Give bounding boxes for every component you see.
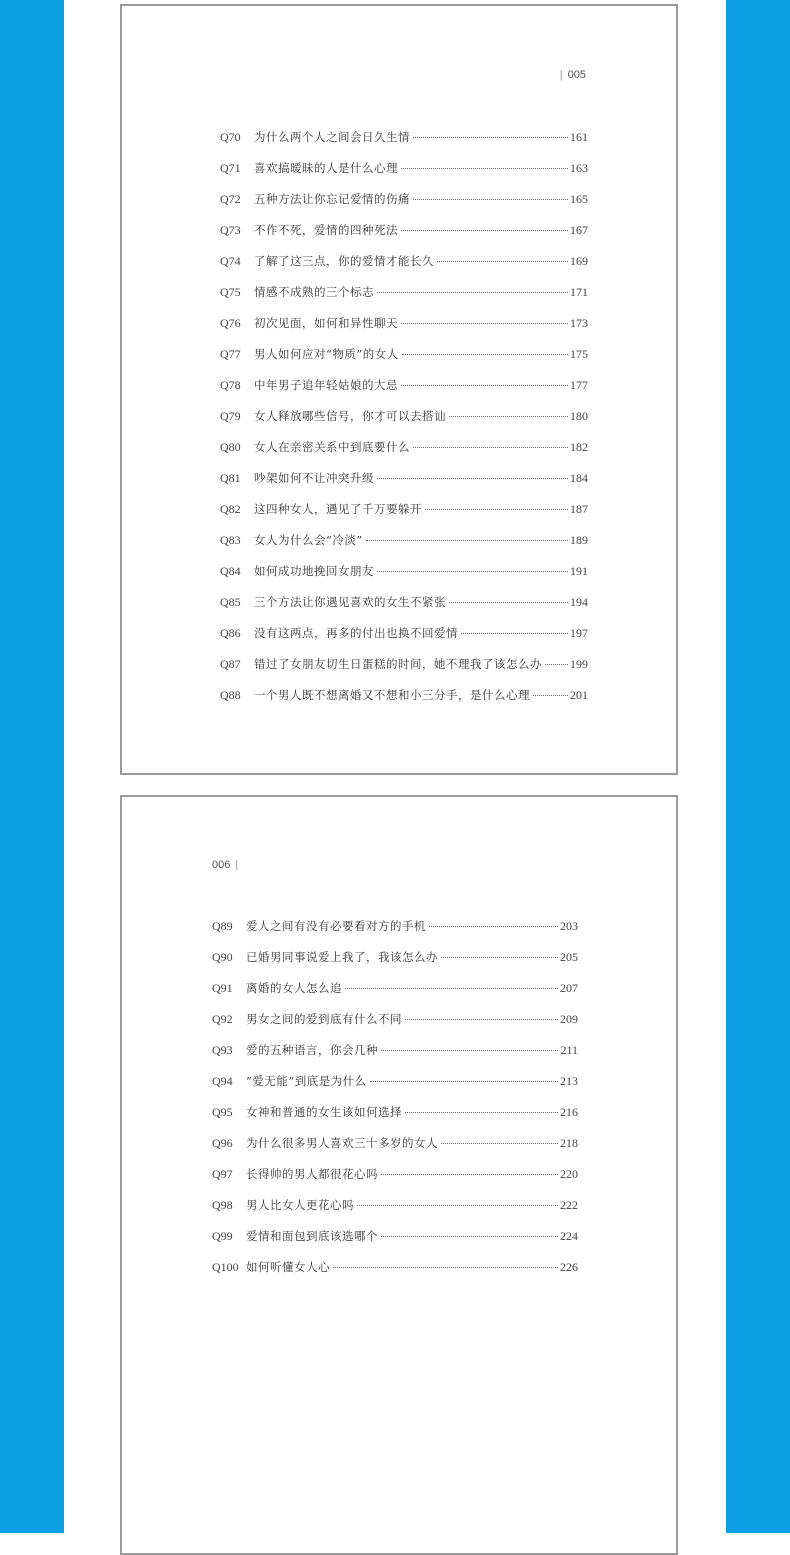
toc-entry (212, 1190, 578, 1221)
toc-leader-dots (377, 292, 568, 293)
toc-entry (220, 463, 588, 494)
toc-entry (220, 184, 588, 215)
toc-leader-dots (425, 509, 568, 510)
toc-entry-number: Q77 (220, 347, 241, 361)
toc-entry-title: 女神和普通的女生该如何选择 (246, 1105, 402, 1119)
toc-entry-number: Q80 (220, 440, 241, 454)
toc-leader-dots (413, 199, 568, 200)
toc-entry-page: 177 (570, 378, 588, 392)
toc-leader-dots (441, 1143, 558, 1144)
toc-entry-title: 五种方法让你忘记爱情的伤痛 (254, 192, 410, 206)
toc-leader-dots (449, 416, 568, 417)
toc-entry (220, 277, 588, 308)
toc-entry-number: Q74 (220, 254, 241, 268)
toc-entry-page: 194 (570, 595, 588, 609)
toc-entry-title: 女人为什么会“冷淡” (254, 533, 363, 547)
toc-entry (220, 153, 588, 184)
toc-entry-page: 191 (570, 564, 588, 578)
toc-entry (212, 1035, 578, 1066)
toc-entry-page: 209 (560, 1012, 578, 1026)
toc-entry (220, 649, 588, 680)
toc-leader-dots (401, 230, 568, 231)
toc-entry-number: Q92 (212, 1012, 233, 1026)
toc-entry-page: 180 (570, 409, 588, 423)
toc-entry-number: Q70 (220, 130, 241, 144)
toc-entry (212, 1128, 578, 1159)
toc-leader-dots (533, 695, 568, 696)
toc-entry-page: 205 (560, 950, 578, 964)
toc-entry-number: Q82 (220, 502, 241, 516)
toc-entry-page: 163 (570, 161, 588, 175)
toc-leader-dots (370, 1081, 558, 1082)
toc-entry-page: 213 (560, 1074, 578, 1088)
toc-entry-number: Q87 (220, 657, 241, 671)
toc-entry-title: 三个方法让你遇见喜欢的女生不紧张 (254, 595, 446, 609)
toc-entry-page: 226 (560, 1260, 578, 1274)
toc-entry (212, 1066, 578, 1097)
toc-entry (220, 587, 588, 618)
toc-entry (220, 339, 588, 370)
toc-entry-number: Q95 (212, 1105, 233, 1119)
toc-entry (220, 556, 588, 587)
toc-entry (220, 122, 588, 153)
toc-entry-page: 201 (570, 688, 588, 702)
toc-entry (212, 973, 578, 1004)
toc-entry-title: 不作不死，爱情的四种死法 (254, 223, 398, 237)
toc-entry (212, 1097, 578, 1128)
toc-entry-page: 187 (570, 502, 588, 516)
toc-entry-number: Q94 (212, 1074, 233, 1088)
toc-entry (220, 215, 588, 246)
toc-entry-number: Q75 (220, 285, 241, 299)
toc-leader-dots (461, 633, 568, 634)
toc-entry (220, 401, 588, 432)
toc-entry-page: 171 (570, 285, 588, 299)
toc-entry (212, 1159, 578, 1190)
toc-entry-number: Q90 (212, 950, 233, 964)
toc-leader-dots (366, 540, 568, 541)
toc-entry (212, 1252, 578, 1283)
toc-entry-title: 离婚的女人怎么追 (246, 981, 342, 995)
toc-leader-dots (413, 137, 568, 138)
toc-entry (220, 494, 588, 525)
toc-entry (220, 525, 588, 556)
toc-entry-number: Q88 (220, 688, 241, 702)
toc-entry-title: 爱人之间有没有必要看对方的手机 (246, 919, 426, 933)
toc-entry-number: Q98 (212, 1198, 233, 1212)
page-number-separator: | (559, 69, 563, 81)
toc-entry (212, 1004, 578, 1035)
toc-page-005 (120, 4, 678, 775)
toc-entry-page: 220 (560, 1167, 578, 1181)
toc-list (212, 911, 578, 1283)
toc-leader-dots (405, 1019, 558, 1020)
toc-leader-dots (405, 1112, 558, 1113)
toc-entry (212, 942, 578, 973)
toc-entry-page: 169 (570, 254, 588, 268)
toc-entry-title: 这四种女人，遇见了千万要躲开 (254, 502, 422, 516)
toc-entry-title: 错过了女朋友切生日蛋糕的时间，她不理我了该怎么办 (254, 657, 542, 671)
toc-leader-dots (333, 1267, 558, 1268)
toc-entry-title: “爱无能”到底是为什么 (246, 1074, 367, 1088)
toc-entry-title: 一个男人既不想离婚又不想和小三分手，是什么心理 (254, 688, 530, 702)
toc-leader-dots (449, 602, 568, 603)
toc-entry-page: 175 (570, 347, 588, 361)
page-number-separator: | (235, 859, 239, 871)
toc-entry-number: Q79 (220, 409, 241, 423)
toc-entry-page: 197 (570, 626, 588, 640)
toc-entry-title: 为什么两个人之间会日久生情 (254, 130, 410, 144)
toc-leader-dots (441, 957, 558, 958)
toc-entry-number: Q100 (212, 1260, 239, 1274)
toc-entry-title: 中年男子追年轻姑娘的大忌 (254, 378, 398, 392)
toc-entry (220, 370, 588, 401)
toc-entry-title: 已婚男同事说爱上我了，我该怎么办 (246, 950, 438, 964)
toc-entry-title: 男人如何应对“物质”的女人 (254, 347, 399, 361)
toc-entry-title: 男女之间的爱到底有什么不同 (246, 1012, 402, 1026)
toc-leader-dots (413, 447, 568, 448)
toc-leader-dots (437, 261, 568, 262)
toc-entry-title: 没有这两点，再多的付出也换不回爱情 (254, 626, 458, 640)
toc-entry (220, 680, 588, 711)
right-blue-bar (726, 0, 790, 1533)
toc-entry-title: 爱情和面包到底该选哪个 (246, 1229, 378, 1243)
toc-entry-number: Q86 (220, 626, 241, 640)
toc-entry-number: Q93 (212, 1043, 233, 1057)
toc-leader-dots (402, 354, 568, 355)
toc-leader-dots (381, 1050, 558, 1051)
toc-leader-dots (377, 478, 568, 479)
toc-entry-page: 184 (570, 471, 588, 485)
toc-entry-page: 211 (560, 1043, 578, 1057)
toc-entry (212, 911, 578, 942)
toc-entry-page: 199 (570, 657, 588, 671)
toc-entry-number: Q97 (212, 1167, 233, 1181)
toc-entry-page: 165 (570, 192, 588, 206)
toc-list (220, 122, 588, 711)
toc-entry-number: Q71 (220, 161, 241, 175)
toc-entry (212, 1221, 578, 1252)
toc-entry (220, 618, 588, 649)
page-number: | 005 (559, 69, 586, 81)
toc-entry-page: 182 (570, 440, 588, 454)
toc-entry-title: 吵架如何不让冲突升级 (254, 471, 374, 485)
toc-entry-page: 218 (560, 1136, 578, 1150)
toc-leader-dots (381, 1174, 558, 1175)
toc-entry-number: Q91 (212, 981, 233, 995)
toc-entry (220, 246, 588, 277)
toc-entry-page: 222 (560, 1198, 578, 1212)
toc-entry-title: 女人释放哪些信号，你才可以去搭讪 (254, 409, 446, 423)
toc-entry-page: 161 (570, 130, 588, 144)
toc-leader-dots (377, 571, 568, 572)
toc-entry-title: 初次见面，如何和异性聊天 (254, 316, 398, 330)
toc-entry-number: Q78 (220, 378, 241, 392)
toc-entry-number: Q76 (220, 316, 241, 330)
toc-entry-page: 189 (570, 533, 588, 547)
toc-entry-page: 167 (570, 223, 588, 237)
toc-entry (220, 432, 588, 463)
toc-entry-title: 男人比女人更花心吗 (246, 1198, 354, 1212)
toc-entry (220, 308, 588, 339)
toc-entry-title: 喜欢搞暧昧的人是什么心理 (254, 161, 398, 175)
toc-entry-number: Q89 (212, 919, 233, 933)
toc-entry-number: Q99 (212, 1229, 233, 1243)
toc-entry-title: 爱的五种语言，你会几种 (246, 1043, 378, 1057)
toc-entry-title: 情感不成熟的三个标志 (254, 285, 374, 299)
toc-entry-page: 203 (560, 919, 578, 933)
toc-leader-dots (401, 385, 568, 386)
toc-entry-title: 了解了这三点，你的爱情才能长久 (254, 254, 434, 268)
toc-entry-page: 173 (570, 316, 588, 330)
toc-leader-dots (401, 168, 568, 169)
toc-entry-number: Q96 (212, 1136, 233, 1150)
toc-entry-number: Q83 (220, 533, 241, 547)
toc-entry-title: 如何成功地挽回女朋友 (254, 564, 374, 578)
toc-leader-dots (545, 664, 568, 665)
toc-leader-dots (381, 1236, 558, 1237)
toc-entry-title: 女人在亲密关系中到底要什么 (254, 440, 410, 454)
toc-entry-title: 长得帅的男人都很花心吗 (246, 1167, 378, 1181)
toc-entry-number: Q73 (220, 223, 241, 237)
toc-entry-number: Q81 (220, 471, 241, 485)
toc-entry-title: 为什么很多男人喜欢三十多岁的女人 (246, 1136, 438, 1150)
toc-entry-number: Q84 (220, 564, 241, 578)
toc-leader-dots (357, 1205, 558, 1206)
toc-leader-dots (345, 988, 558, 989)
toc-entry-title: 如何听懂女人心 (246, 1260, 330, 1274)
left-blue-bar (0, 0, 64, 1533)
toc-page-006 (120, 795, 678, 1555)
toc-leader-dots (401, 323, 568, 324)
page-number: 006 | (212, 859, 239, 871)
toc-entry-page: 224 (560, 1229, 578, 1243)
toc-entry-number: Q85 (220, 595, 241, 609)
toc-entry-page: 216 (560, 1105, 578, 1119)
toc-entry-page: 207 (560, 981, 578, 995)
toc-entry-number: Q72 (220, 192, 241, 206)
toc-leader-dots (429, 926, 558, 927)
